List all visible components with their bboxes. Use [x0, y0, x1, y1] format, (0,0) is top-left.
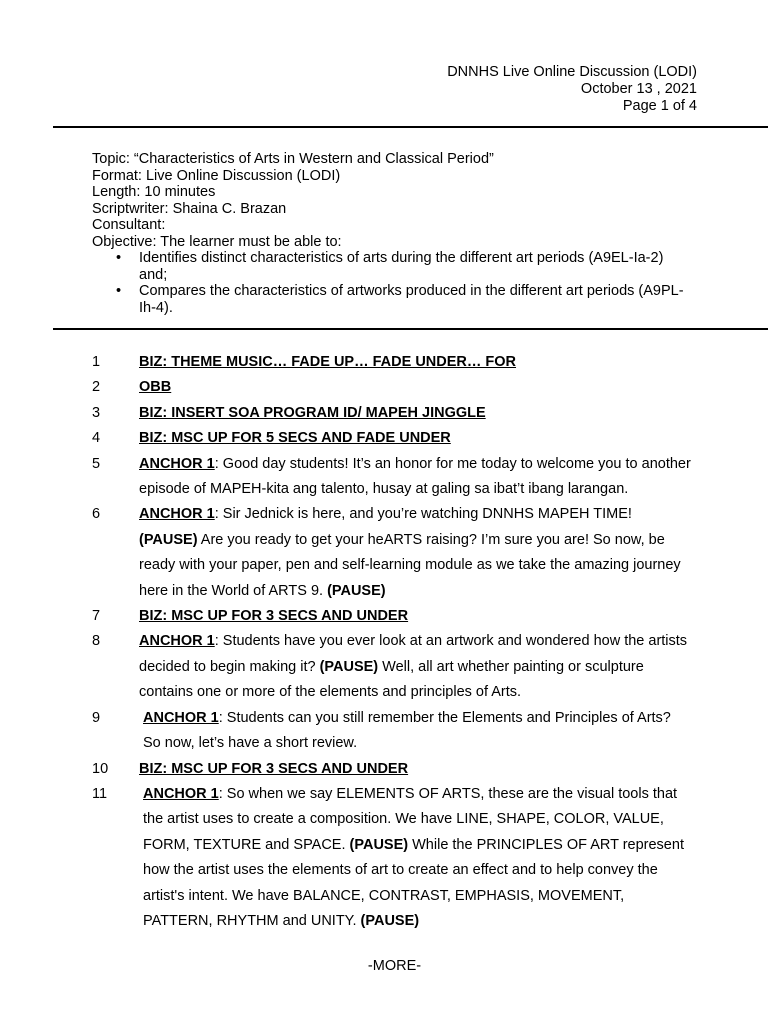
- script-line: [92, 401, 692, 426]
- dialogue-text: : Good day students! It’s an honor for me today to welcome you to another episode of MAPEH-kita ang talento, husay at galing sa ibat’t ibang larangan.: [139, 455, 691, 498]
- dialogue: [139, 629, 692, 705]
- pause-cue: (PAUSE): [139, 531, 198, 548]
- objective-item: [92, 250, 692, 283]
- speaker-label: ANCHOR 1: [139, 455, 215, 472]
- dialogue-text: Are you ready to get your heARTS raising? I’m sure you are! So now, be ready with your paper, pen and self-learning module as we take the amazing journey here in the World of ARTS 9.: [139, 531, 681, 599]
- production-cue: BIZ: THEME MUSIC… FADE UP… FADE UNDER… FOR: [139, 354, 517, 370]
- format-line: Format: Live Online Discussion (LODI): [92, 167, 341, 184]
- dialogue: [139, 502, 692, 604]
- dialogue-text: While the PRINCIPLES OF ART represent how the artist uses the elements of art to create an effect and to help convey the artist's intent. We have BALANCE, CONTRAST, EMPHASIS, MOVEMENT, PATTERN, RHYTHM and UNITY.: [143, 836, 684, 929]
- production-cue: BIZ: MSC UP FOR 3 SECS AND UNDER: [139, 760, 409, 777]
- header-page-number: Page 1 of 4: [622, 98, 697, 114]
- topic-line: Topic: “Characteristics of Arts in Western and Classical Period”: [92, 151, 494, 167]
- scriptwriter-line: Scriptwriter: Shaina C. Brazan: [92, 200, 287, 217]
- header-date: October 13 , 2021: [580, 81, 697, 97]
- production-cue: BIZ: INSERT SOA PROGRAM ID/ MAPEH JINGGLE: [139, 404, 486, 421]
- objective-line: Objective: The learner must be able to:: [92, 233, 342, 250]
- script-line: [92, 502, 692, 604]
- pause-cue: (PAUSE): [319, 658, 379, 675]
- production-cue: BIZ: MSC UP FOR 3 SECS AND UNDER: [139, 608, 409, 625]
- script-line: [92, 757, 692, 782]
- pause-cue: (PAUSE): [360, 912, 420, 929]
- script-line: [92, 782, 692, 934]
- pause-cue: (PAUSE): [327, 582, 386, 599]
- line-number: 1: [92, 354, 101, 370]
- pause-cue: (PAUSE): [349, 836, 409, 853]
- objective-text: Compares the characteristics of artworks produced in the different art periods (A9PL-Ih-4).: [139, 283, 684, 316]
- objective-text: Identifies distinct characteristics of arts during the different art periods (A9EL-Ia-2) and;: [139, 250, 664, 283]
- production-cue: OBB: [139, 379, 172, 396]
- bullet-icon: •: [116, 250, 122, 266]
- script-line: [92, 604, 692, 629]
- line-number: 6: [92, 506, 101, 523]
- dialogue: [139, 452, 692, 503]
- dialogue-text: : Students can you still remember the Elements and Principles of Arts? So now, let’s have a short review.: [143, 709, 671, 752]
- objective-item: [92, 283, 692, 316]
- script-line: [92, 426, 692, 451]
- line-number: 5: [92, 455, 101, 472]
- script-line: [92, 350, 692, 375]
- line-number: 4: [92, 430, 101, 447]
- line-number: 8: [92, 633, 101, 650]
- script-line: [92, 706, 692, 757]
- dialogue-text: : So when we say ELEMENTS OF ARTS, these are the visual tools that the artist uses to create a composition. We have LINE, SHAPE, COLOR, VALUE, FORM, TEXTURE and SPACE.: [143, 785, 678, 853]
- dialogue: [139, 706, 692, 757]
- bullet-icon: •: [116, 283, 122, 299]
- line-number: 11: [92, 785, 108, 802]
- line-number: 7: [92, 608, 101, 625]
- header-program: DNNHS Live Online Discussion (LODI): [447, 64, 697, 80]
- speaker-label: ANCHOR 1: [143, 785, 219, 802]
- speaker-label: ANCHOR 1: [139, 506, 215, 523]
- production-cue: BIZ: MSC UP FOR 5 SECS AND FADE UNDER: [139, 430, 451, 447]
- continued-marker: -MORE-: [367, 958, 422, 974]
- objectives-list: [92, 250, 692, 316]
- script-line: [92, 629, 692, 705]
- speaker-label: ANCHOR 1: [143, 709, 219, 726]
- script-line: [92, 375, 692, 400]
- line-number: 2: [92, 379, 101, 396]
- dialogue-text: : Sir Jednick is here, and you’re watching DNNHS MAPEH TIME!: [214, 506, 632, 523]
- script-line: [92, 452, 692, 503]
- dialogue-text: Well, all art whether painting or sculpture contains one or more of the elements and principles of Arts.: [139, 658, 644, 701]
- script-body: [92, 350, 692, 934]
- document-header: [447, 64, 697, 115]
- script-metadata: [92, 151, 692, 316]
- header-divider: [53, 126, 768, 128]
- line-number: 3: [92, 404, 101, 421]
- length-line: Length: 10 minutes: [92, 184, 216, 200]
- consultant-line: Consultant:: [92, 217, 166, 233]
- metadata-divider: [53, 328, 768, 330]
- dialogue-text: : Students have you ever look at an artwork and wondered how the artists decided to begin making it?: [139, 633, 688, 675]
- speaker-label: ANCHOR 1: [139, 633, 215, 650]
- line-number: 10: [92, 760, 109, 777]
- line-number: 9: [92, 709, 101, 726]
- dialogue: [139, 782, 692, 934]
